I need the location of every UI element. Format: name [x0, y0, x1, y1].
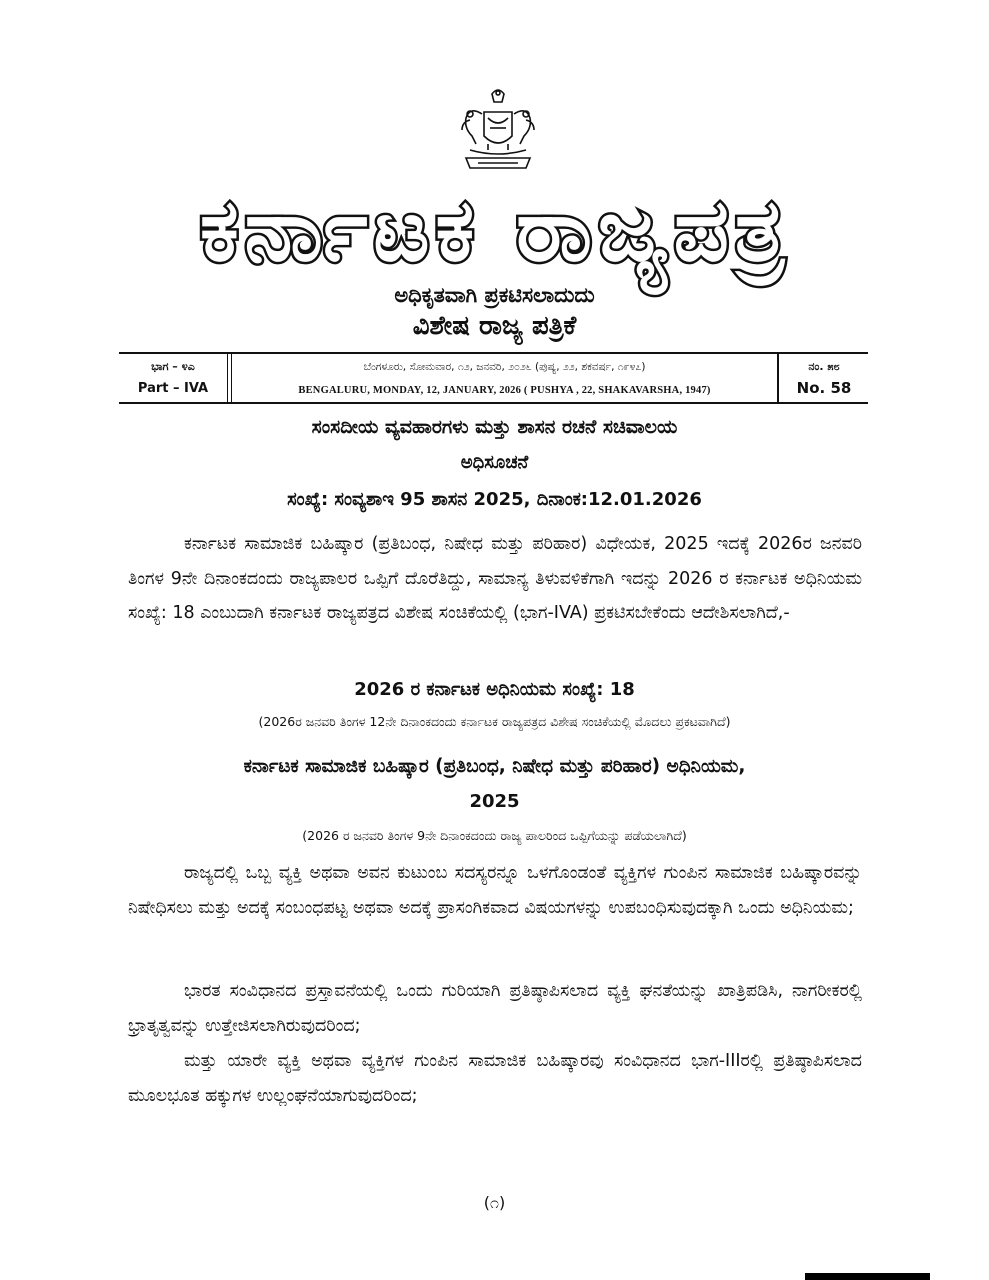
act-number-heading: 2026 ರ ಕರ್ನಾಟಕ ಅಧಿನಿಯಮ ಸಂಖ್ಯೆ: 18 [354, 679, 635, 700]
part-kannada: ಭಾಗ – ೪ಎ [151, 360, 195, 373]
gazette-masthead-title: ಕರ್ನಾಟಕ ರಾಜ್ಯಪತ್ರ [199, 181, 791, 281]
number-english: No. 58 [796, 379, 852, 397]
gazette-edition: ವಿಶೇಷ ರಾಜ್ಯ ಪತ್ರಿಕೆ [412, 311, 577, 341]
notification-number: ಸಂಖ್ಯೆ: ಸಂವ್ಯಶಾಇ 95 ಶಾಸನ 2025, ದಿನಾಂಕ:12.01.2026 [287, 489, 702, 510]
act-title-line-1: ಕರ್ನಾಟಕ ಸಾಮಾಜಿಕ ಬಹಿಷ್ಕಾರ (ಪ್ರತಿಬಂಧ, ನಿಷೇಧ ಮತ್ತು ಪರಿಹಾರ) ಅಧಿನಿಯಮ, [243, 756, 746, 777]
preamble-2-text: ಭಾರತ ಸಂವಿಧಾನದ ಪ್ರಸ್ತಾವನೆಯಲ್ಲಿ ಒಂದು ಗುರಿಯಾಗಿ ಪ್ರತಿಷ್ಠಾಪಿಸಲಾದ ವ್ಯಕ್ತಿ ಘನತೆಯನ್ನು ಖಾತ್ರಿಪಡಿಸಿ, ನಾಗರೀಕರಲ್ಲಿ ಭ್ರಾತೃತ್ವವನ್ನು ಉತ್ತೇಜಿಸಲಾಗಿರುವುದರಿಂದ; [128, 981, 862, 1036]
number-cell [780, 354, 868, 402]
gazette-subtitle: ಅಧಿಕೃತವಾಗಿ ಪ್ರಕಟಿಸಲಾದುದು [394, 283, 595, 307]
department-heading: ಸಂಸದೀಯ ವ್ಯವಹಾರಗಳು ಮತ್ತು ಶಾಸನ ರಚನೆ ಸಚಿವಾಲಯ [311, 416, 678, 438]
part-cell [119, 354, 227, 402]
page-number: (೧) [483, 1193, 506, 1212]
preamble-3-text: ಮತ್ತು ಯಾರೇ ವ್ಯಕ್ತಿ ಅಥವಾ ವ್ಯಕ್ತಿಗಳ ಗುಂಪಿನ ಸಾಮಾಜಿಕ ಬಹಿಷ್ಕಾರವು ಸಂವಿಧಾನದ ಭಾಗ-IIIರಲ್ಲಿ ಪ್ರತಿಷ್ಠಾಪಿಸಲಾದ ಮೂಲಭೂತ ಹಕ್ಕುಗಳ ಉಲ್ಲಂಘನೆಯಾಗುವುದರಿಂದ; [128, 1051, 862, 1106]
notification-heading: ಅಧಿಸೂಚನೆ [460, 452, 529, 473]
preamble-paragraph-1 [128, 856, 862, 925]
assent-note: (2026 ರ ಜನವರಿ ತಿಂಗಳ 9ನೇ ದಿನಾಂಕದಂದು ರಾಜ್ಯ ಪಾಲರಿಂದ ಒಪ್ಪಿಗೆಯನ್ನು ಪಡೆಯಲಾಗಿದೆ) [302, 828, 687, 843]
preamble-paragraph-3 [128, 1044, 862, 1113]
info-divider [227, 354, 228, 402]
issue-info-bar [119, 352, 868, 404]
preamble-1-text: ರಾಜ್ಯದಲ್ಲಿ ಒಬ್ಬ ವ್ಯಕ್ತಿ ಅಥವಾ ಅವನ ಕುಟುಂಬ ಸದಸ್ಯರನ್ನೂ ಒಳಗೊಂಡಂತೆ ವ್ಯಕ್ತಿಗಳ ಗುಂಪಿನ ಸಾಮಾಜಿಕ ಬಹಿಷ್ಕಾರವನ್ನು ನಿಷೇಧಿಸಲು ಮತ್ತು ಅದಕ್ಕೆ ಸಂಬಂಧಪಟ್ಟ ಅಥವಾ ಅದಕ್ಕೆ ಪ್ರಾಸಂಗಿಕವಾದ ವಿಷಯಗಳನ್ನು ಉಪಬಂಧಿಸುವುದಕ್ಕಾಗಿ ಒಂದು ಅಧಿನಿಯಮ; [128, 863, 862, 918]
date-cell [231, 354, 778, 402]
publication-note: (2026ರ ಜನವರಿ ತಿಂಗಳ 12ನೇ ದಿನಾಂಕದಂದು ಕರ್ನಾಟಕ ರಾಜ್ಯಪತ್ರದ ವಿಶೇಷ ಸಂಚಿಕೆಯಲ್ಲಿ ಮೊದಲು ಪ್ರಕಟವಾಗಿದೆ) [258, 714, 731, 729]
part-english: Part – IVA [137, 381, 209, 396]
number-kannada: ನಂ. ೫೮ [808, 360, 840, 373]
corner-bar [805, 1273, 930, 1280]
intro-text: ಕರ್ನಾಟಕ ಸಾಮಾಜಿಕ ಬಹಿಷ್ಕಾರ (ಪ್ರತಿಬಂಧ, ನಿಷೇಧ ಮತ್ತು ಪರಿಹಾರ) ವಿಧೇಯಕ, 2025 ಇದಕ್ಕೆ 2026ರ ಜನವರಿ ತಿಂಗಳ 9ನೇ ದಿನಾಂಕದಂದು ರಾಜ್ಯಪಾಲರ ಒಪ್ಪಿಗೆ ದೊರೆತಿದ್ದು, ಸಾಮಾನ್ಯ ತಿಳುವಳಿಕೆಗಾಗಿ ಇದನ್ನು 2026 ರ ಕರ್ನಾಟಕ ಅಧಿನಿಯಮ ಸಂಖ್ಯೆ: 18 ಎಂಬುದಾಗಿ ಕರ್ನಾಟಕ ರಾಜ್ಯಪತ್ರದ ವಿಶೇಷ ಸಂಚಿಕೆಯಲ್ಲಿ (ಭಾಗ-IVA) ಪ್ರಕಟಿಸಬೇಕೆಂದು ಆದೇಶಿಸಲಾಗಿದೆ,- [128, 534, 862, 623]
preamble-paragraph-2 [128, 974, 862, 1043]
notification-intro-paragraph [128, 527, 862, 631]
info-divider [778, 354, 779, 402]
date-kannada: ಬೆಂಗಳೂರು, ಸೋಮವಾರ, ೧೨, ಜನವರಿ, ೨೦೨೬ (ಪುಷ್ಯ, ೨೨, ಶಕವರ್ಷ, ೧೯೪೭) [363, 361, 646, 373]
date-english: BENGALURU, MONDAY, 12, JANUARY, 2026 ( PUSHYA , 22, SHAKAVARSHA, 1947) [298, 385, 711, 396]
act-title-line-2: 2025 [469, 791, 520, 812]
